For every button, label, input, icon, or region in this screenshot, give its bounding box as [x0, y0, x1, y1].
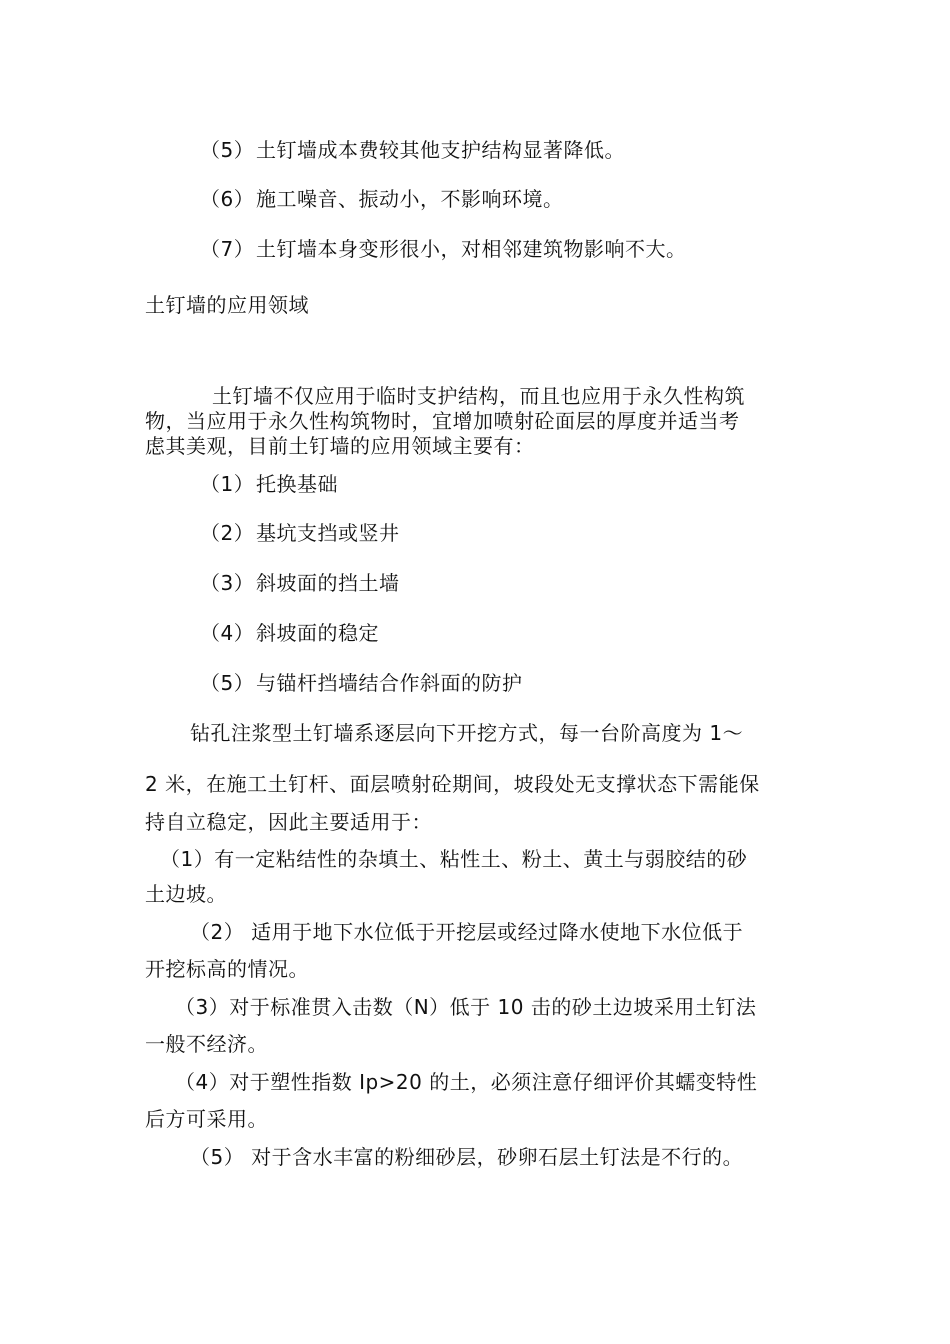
drill-para-line-1: 钻孔注浆型土钉墙系逐层向下开挖方式，每一台阶高度为 1～: [190, 721, 744, 745]
intro-line-1: 土钉墙不仅应用于临时支护结构，而且也应用于永久性构筑: [212, 384, 745, 408]
drill-para-line-3: 持自立稳定，因此主要适用于：: [145, 810, 432, 834]
condition-4-line-2: 后方可采用。: [145, 1107, 268, 1131]
condition-2-line-2: 开挖标高的情况。: [145, 957, 309, 981]
feature-item-5: （5）土钉墙成本费较其他支护结构显著降低。: [200, 138, 625, 162]
feature-item-6: （6）施工噪音、振动小，不影响环境。: [200, 187, 564, 211]
condition-3-line-2: 一般不经济。: [145, 1032, 268, 1056]
drill-para-line-2: 2 米，在施工土钉杆、面层喷射砼期间，坡段处无支撑状态下需能保: [145, 772, 760, 796]
field-item-3: （3）斜坡面的挡土墙: [200, 571, 400, 595]
condition-4-line-1: （4）对于塑性指数 Ip>20 的土，必须注意仔细评价其蠕变特性: [175, 1070, 758, 1094]
field-item-5: （5）与锚杆挡墙结合作斜面的防护: [200, 671, 523, 695]
intro-line-3: 虑其美观，目前土钉墙的应用领域主要有：: [145, 434, 535, 458]
intro-line-2: 物，当应用于永久性构筑物时，宜增加喷射砼面层的厚度并适当考: [145, 409, 740, 433]
field-item-2: （2）基坑支挡或竖井: [200, 521, 400, 545]
condition-3-line-1: （3）对于标准贯入击数（N）低于 10 击的砂土边坡采用土钉法: [175, 995, 757, 1019]
condition-1-line-1: （1）有一定粘结性的杂填土、粘性土、粉土、黄土与弱胶结的砂: [160, 847, 748, 871]
condition-2-line-1: （2） 适用于地下水位低于开挖层或经过降水使地下水位低于: [190, 920, 744, 944]
condition-5-line-1: （5） 对于含水丰富的粉细砂层，砂卵石层土钉法是不行的。: [190, 1145, 744, 1169]
section-heading: 土钉墙的应用领域: [145, 293, 309, 317]
condition-1-line-2: 土边坡。: [145, 882, 227, 906]
field-item-4: （4）斜坡面的稳定: [200, 621, 379, 645]
feature-item-7: （7）土钉墙本身变形很小，对相邻建筑物影响不大。: [200, 237, 687, 261]
field-item-1: （1）托换基础: [200, 472, 338, 496]
